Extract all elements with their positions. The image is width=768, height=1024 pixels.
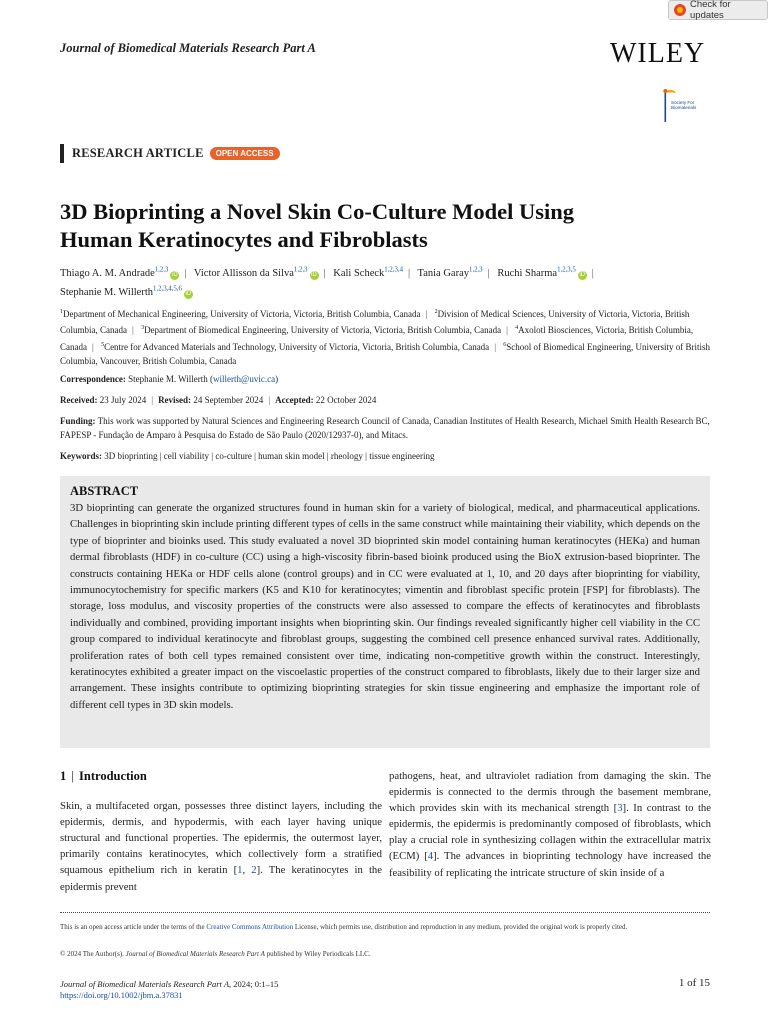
footer-divider [60, 912, 710, 913]
publisher-logo: WILEY [610, 38, 706, 69]
citation-link[interactable]: 3 [617, 802, 623, 815]
citation-link[interactable]: 2 [251, 864, 257, 877]
page-number: 1 of 15 [678, 977, 710, 989]
intro-right-column [389, 768, 711, 881]
intro-paragraph: Skin, a multifaceted organ, possesses three distinct layers, including the epidermis, dermis, and hypodermis, with each layer having unique structural and functional properties. The epidermis, the outermost layer, primarily contains keratinocytes, which collectively form a stratified squamous epithelium rich in keratin [1, 2]. The keratinocytes in the epidermis prevent [60, 800, 382, 893]
orcid-icon[interactable]: iD [311, 271, 317, 278]
creative-commons-link[interactable]: Creative Commons Attribution [206, 923, 294, 931]
doi-link[interactable]: https://doi.org/10.1002/jbm.a.37831 [60, 990, 183, 1000]
abstract-heading: ABSTRACT [70, 484, 139, 498]
funding: Funding: This work was supported by Natural Sciences and Engineering Research Council of Canada, Canadian Institutes of Health Research, Michael Smith Health Research BC, FAPESP - Fundação de Amparo à Pesquisa do Estado de São Paulo (2020/12937-0), and Mitacs. [60, 416, 710, 440]
orcid-icon[interactable]: iD [579, 271, 586, 278]
article-title: 3D Bioprinting a Novel Skin Co-Culture Model Using Human Keratinocytes and Fibroblasts [60, 199, 575, 252]
author-separator: | [591, 267, 594, 279]
affiliations: $^1$Department of Mechanical Engineering, University of Victoria, Victoria, British Columbia, Canada | $^2$Division of Medical Sciences, University of Victoria, Victoria, British Columbia, Canada | $^3$Department of Biomedical Engineering, University of Victoria, Victoria, British Columbia, Canada | $^4$Axolotl Biosciences, Victoria, British Columbia, Canada | $^5$Centre for Advanced Materials and Technology, University of Victoria, Victoria, British Columbia, Canada | $^6$School of Biomedical Engineering, University of British Columbia, Vancouver, British Columbia, Canada [60, 309, 710, 366]
abstract-box [60, 476, 710, 748]
open-access-badge: OPEN ACCESS [210, 147, 280, 160]
article-type-bar [60, 144, 64, 163]
author-list [60, 262, 710, 301]
author-name[interactable]: Victor Allisson da Silva$^{1,2,3}$ [193, 266, 308, 279]
society-logo-text: Society For Biomaterials [671, 100, 697, 111]
check-for-updates-label: Check for updates [690, 0, 731, 21]
author-separator: | [323, 267, 326, 279]
orcid-icon[interactable]: iD [185, 291, 192, 297]
footer-citation: Journal of Biomedical Materials Research Part A, 2024; 0:1–15 [60, 979, 279, 989]
author-name[interactable]: Tania Garay$^{1,2,3}$ [417, 266, 483, 279]
article-type-label: RESEARCH ARTICLE [72, 146, 204, 160]
license-note: This is an open access article under the terms of the Creative Commons Attribution License, which permits use, distribution and reproduction in any medium, provided the original work is properly cited. [60, 923, 628, 931]
citation-link[interactable]: 1 [237, 864, 243, 877]
author-separator: | [407, 267, 411, 279]
section-heading: 1 | Introduction [60, 769, 147, 783]
author-name[interactable]: Ruchi Sharma$^{1,2,3,5}$ [497, 266, 576, 279]
keywords: Keywords: 3D bioprinting | cell viability | co-culture | human skin model | rheology | tissue engineering [60, 451, 435, 461]
author-name[interactable]: Thiago A. M. Andrade$^{1,2,3}$ [60, 266, 169, 279]
correspondence-email-link[interactable]: willerth@uvic.ca [213, 374, 276, 384]
check-for-updates-button[interactable] [668, 0, 768, 20]
author-separator: | [184, 267, 187, 279]
author-separator: | [487, 267, 490, 279]
article-dates: Received: 23 July 2024 | Revised: 24 September 2024 | Accepted: 22 October 2024 [60, 395, 377, 405]
copyright-note: © 2024 The Author(s). Journal of Biomedical Materials Research Part A published by Wiley Periodicals LLC. [60, 950, 371, 958]
author-name[interactable]: Stephanie M. Willerth$^{1,2,3,4,5,6}$ [60, 285, 182, 298]
crossmark-icon [674, 4, 686, 16]
author-name[interactable]: Kali Scheck$^{1,2,3,4}$ [333, 266, 403, 279]
citation-link[interactable]: 4 [427, 850, 434, 863]
orcid-icon[interactable]: iD [172, 271, 178, 278]
intro-paragraph: pathogens, heat, and ultraviolet radiation from damaging the skin. The epidermis is connected to the dermis through the basement membrane, which provides skin with its mechanical strength [3]. In contrast to the epidermis, the epidermis is predominantly composed of fibroblasts, which play a crucial role in synthesizing collagen within the extracellular matrix (ECM) [4]. The advances in bioprinting technology have increased the feasibility of replicating the intricate structure of skin inside of a [389, 770, 712, 879]
abstract-text: 3D bioprinting can generate the organized structures found in human skin for a variety of biological, medical, and pharmaceutical applications. Challenges in bioprinting skin include printing different types of cells in the same construct while maintaining their viability, which depends on the type of bioprinter and bioinks used. This study evaluated a novel 3D bioprinted skin model containing human keratinocytes (HEKa) and human dermal fibroblasts (HDF) in co-culture (CC) using a high-viscosity fibrin-based bioink produced using the BioX extrusion-based bioprinter. The constructs containing HEKa or HDF cells alone (control groups) and in CC were evaluated at 1, 10, and 20 days after bioprinting for viability, immunocytochemistry for specific markers (K5 and K10 for keratinocytes; vimentin and fibroblast specific protein [FSP] for fibroblasts). The storage, loss modulus, and viscosity properties of the constructs were also assessed to compare the effects of keratinocytes and fibroblasts individually and combined, providing important insights when bioprinting skin. Our findings revealed significantly higher cell viability in the CC group compared to individual keratinocyte and fibroblast groups, suggesting the combined cell presence enhanced survival rates. Additionally, proliferation rates of both cell types remained consistent over time, indicating non-competitive growth within the construct. Interestingly, keratinocytes exhibited a greater impact on the viscoelastic properties of the construct compared to fibroblasts, likely due to their larger size and arrangement. These insights contribute to optimizing bioprinting strategies for skin tissue engineering and emphasize the important role of different cell types in 3D skin models. [70, 502, 700, 711]
intro-left-column [60, 768, 382, 895]
correspondence: Correspondence: Stephanie M. Willerth (willerth@uvic.ca) [60, 374, 279, 384]
article-type [60, 144, 280, 163]
journal-name: Journal of Biomedical Materials Research Part A [60, 41, 316, 55]
